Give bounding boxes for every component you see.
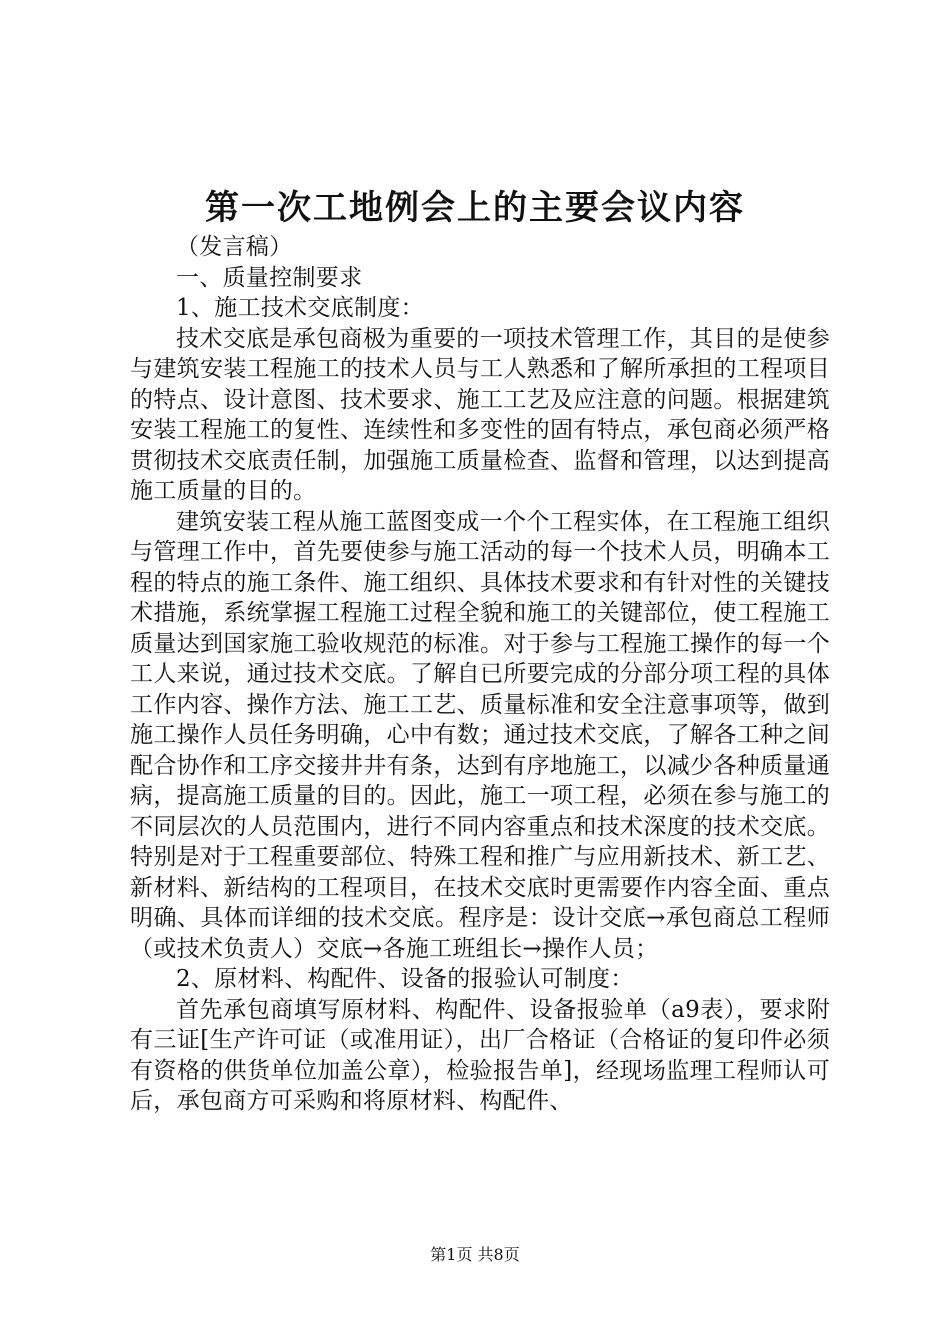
section-heading: 一、质量控制要求 [176,264,363,291]
subtitle-paragraph: （发言稿） [176,234,293,260]
body-paragraph: 技术交底是承包商极为重要的一项技术管理工作，其目的是使参与建筑安装工程施工的技术人员与工人熟悉和了解所承担的工程项目的特点、设计意图、技术要求、施工工艺及应注意的问题。根据建筑安装工程施工的复性、连续性和多变性的固有特点，承包商必须严格贯彻技术交底责任制，加强施工质量检查、监督和管理，以达到提高施工质量的目的。 [130,325,830,504]
body-paragraph: 首先承包商填写原材料、构配件、设备报验单（a9表），要求附有三证[生产许可证（或准用证），出厂合格证（合格证的复印件必须有资格的供货单位加盖公章），检验报告单]，经现场监理工程师认可后，承包商方可采购和将原材料、构配件、 [130,996,830,1114]
subsection-heading: 1、施工技术交底制度： [176,295,424,321]
body-paragraph: 建筑安装工程从施工蓝图变成一个个工程实体，在工程施工组织与管理工作中，首先要使参与施工活动的每一个技术人员，明确本工程的特点的施工条件、施工组织、具体技术要求和有针对性的关键技术措施，系统掌握工程施工过程全貌和施工的关键部位，使工程施工质量达到国家施工验收规范的标准。对于参与工程施工操作的每一个工人来说，通过技术交底。了解自已所要完成的分部分项工程的具体工作内容、操作方法、施工工艺、质量标准和安全注意事项等，做到施工操作人员任务明确，心中有数；通过技术交底，了解各工种之间配合协作和工序交接井井有条，达到有序地施工，以减少各种质量通病，提高施工质量的目的。因此，施工一项工程，必须在参与施工的不同层次的人员范围内，进行不同内容重点和技术深度的技术交底。特别是对于工程重要部位、特殊工程和推广与应用新技术、新工艺、新材料、新结构的工程项目，在技术交底时更需要作内容全面、重点明确、具体而详细的技术交底。程序是：设计交底→承包商总工程师（或技术负责人）交底→各施工班组长→操作人员； [130,508,830,962]
document-body [130,232,830,1117]
document-title: 第一次工地例会上的主要会议内容 [205,188,745,228]
subsection-heading: 2、原材料、构配件、设备的报验认可制度： [176,966,634,992]
page-footer: 第1页 共8页 [430,1245,520,1264]
